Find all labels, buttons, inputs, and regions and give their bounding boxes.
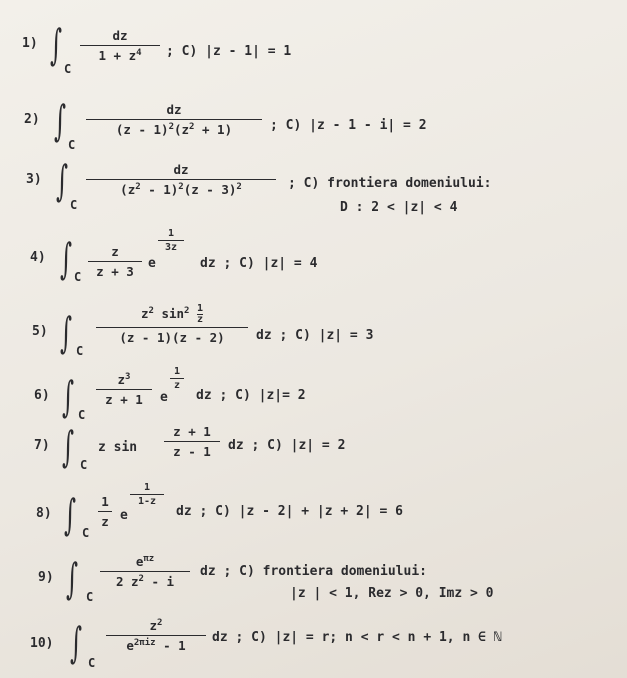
contour-condition: dz ; C) |z - 2| + |z + 2| = 6 [176,504,403,519]
contour-condition: dz ; C) |z| = r; n < r < n + 1, n ∈ ℕ [212,630,502,645]
denominator: $(z^2 - 1)^2(z - 3)^2$ [120,182,242,198]
domain-condition: |z | < 1, Rez > 0, Imz > 0 [290,586,494,601]
integral-sign: ∫ [62,372,75,421]
fraction [86,162,276,197]
fraction [164,424,220,459]
denominator: z + 3 [96,264,134,279]
problem-number: 10) [30,636,54,651]
contour-label: C [88,656,96,670]
integral-sign: ∫ [56,156,69,205]
exponent-fraction: 1 3z [158,228,184,253]
numerator: 1 [101,494,109,509]
integral-sign: ∫ [70,618,83,667]
denominator: z [101,514,109,529]
numerator: z + 1 [173,424,211,439]
denominator: $1 + z^4$ [98,48,142,64]
contour-condition: ; C) |z - 1| = 1 [166,44,292,59]
problem-number: 9) [38,570,54,585]
contour-condition: dz ; C) frontiera domeniului: [200,564,427,579]
exponent-fraction: 1 z [170,366,184,391]
denominator: $(z - 1)^2(z^2 + 1)$ [115,122,233,138]
problem-number: 6) [34,388,50,403]
numerator: z [111,244,119,259]
exponent-fraction: 1 1-z [130,482,164,507]
problem-number: 7) [34,438,50,453]
problem-number: 2) [24,112,40,127]
fraction [88,244,142,279]
numerator: $z^3$ [117,372,131,388]
integral-sign: ∫ [54,96,67,145]
problem-number: 4) [30,250,46,265]
problem-number: 3) [26,172,42,187]
contour-condition: dz ; C) |z| = 3 [256,328,374,343]
fraction [98,494,112,529]
contour-label: C [86,590,94,604]
numerator: dz [166,102,182,117]
contour-condition: ; C) frontiera domeniului: [288,176,492,191]
fraction [96,372,152,407]
contour-condition: dz ; C) |z|= 2 [196,388,306,403]
integral-sign: ∫ [50,20,63,69]
numerator: $z^2$ $\sin^2$ $\frac{1}{z}$ [140,303,204,325]
fraction [100,554,190,589]
integral-sign: ∫ [66,554,79,603]
contour-condition: ; C) |z - 1 - i| = 2 [270,118,427,133]
domain-condition: D : 2 < |z| < 4 [340,200,458,215]
numerator: dz [112,28,128,43]
contour-condition: dz ; C) |z| = 4 [200,256,318,271]
denominator: z + 1 [105,392,143,408]
integral-sign: ∫ [64,490,77,539]
fraction [96,304,248,345]
contour-label: C [64,62,72,76]
numerator: $e^{\pi z}$ [135,554,155,570]
exp-base: e [120,508,128,523]
contour-label: C [70,198,78,212]
contour-label: C [76,344,84,358]
fraction [86,102,262,137]
fraction [80,28,160,63]
contour-label: C [82,526,90,540]
numerator: dz [173,162,189,177]
integral-sign: ∫ [62,422,75,471]
contour-condition: dz ; C) |z| = 2 [228,438,346,453]
integral-sign: ∫ [60,308,73,357]
numerator: $z^2$ [149,618,163,634]
denominator: 2 $z^2$ - i [115,574,175,590]
fraction [106,618,206,653]
denominator: z - 1 [173,444,211,459]
problem-number: 5) [32,324,48,339]
exp-base: e [148,256,156,271]
contour-label: C [78,408,86,422]
integral-sign: ∫ [60,234,73,283]
contour-label: C [68,138,76,152]
contour-label: C [80,458,88,472]
problem-number: 1) [22,36,38,51]
denominator: (z - 1)(z - 2) [119,330,225,345]
integrand-prefix: z sin [98,440,138,455]
problem-number: 8) [36,506,52,521]
contour-label: C [74,270,82,284]
denominator: $e^{2\pi iz} - 1$ [126,638,186,654]
exp-base: e [160,390,168,405]
